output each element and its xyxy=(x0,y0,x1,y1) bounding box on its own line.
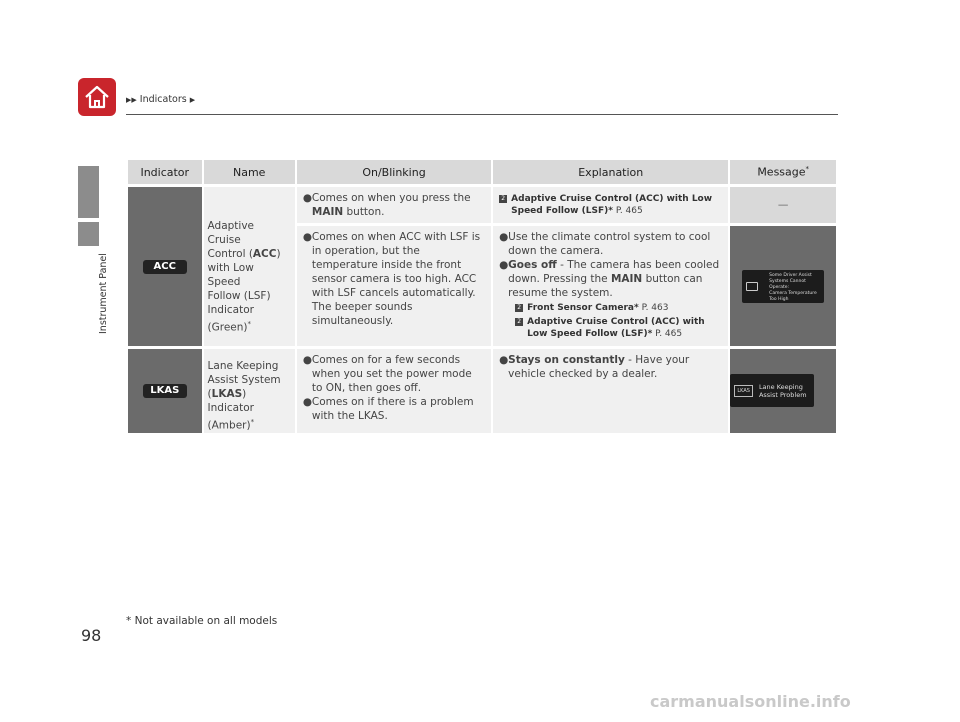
camera-icon xyxy=(746,282,758,291)
reference-arrow-icon: 2 xyxy=(499,195,507,203)
acc-name-cell: Adaptive Cruise Control (ACC) with Low Speed Follow (LSF) Indicator (Green)* xyxy=(204,187,295,346)
breadcrumb xyxy=(126,94,195,105)
lkas-indicator-icon: LKAS xyxy=(143,384,187,398)
home-button[interactable] xyxy=(78,78,116,116)
breadcrumb-arrow-icon: ▶ xyxy=(189,95,196,104)
bullet-icon: ● xyxy=(499,354,509,366)
header-name: Name xyxy=(204,160,295,184)
lkas-message-cell xyxy=(730,349,836,433)
acc-message-cell-1: — xyxy=(730,187,836,223)
acc-explanation-cell-2: ● Use the climate control system to cool down the camera. ● Goes off - The camera has been cooled down. Pressing the MAIN button can resume the system. 2 Front Sensor Camera* P. 463 2 Adaptive Cruise Control (ACC) with Low Speed Follow (LSF)* P. 465 xyxy=(493,226,728,346)
bullet-icon: ● xyxy=(302,354,313,366)
header-indicator: Indicator xyxy=(128,160,202,184)
bullet-icon: ● xyxy=(302,192,313,204)
bullet-icon: ● xyxy=(499,259,509,271)
message-display: Some Driver Assist Systems Cannot Operate: Camera Temperature Too High xyxy=(742,270,824,303)
lkas-chip: LKAS xyxy=(734,385,753,397)
header-explanation: Explanation xyxy=(493,160,728,184)
lkas-explanation-cell: ● Stays on constantly - Have your vehicle checked by a dealer. xyxy=(493,349,728,433)
acc-message-cell-2 xyxy=(730,226,836,346)
header-message: Message* xyxy=(730,160,836,184)
bullet-icon: ● xyxy=(302,231,313,243)
side-tab-block xyxy=(78,166,99,218)
reference-link[interactable]: 2 Front Sensor Camera* P. 463 xyxy=(515,302,722,314)
table-header-row xyxy=(128,160,836,184)
header-on-blinking: On/Blinking xyxy=(297,160,491,184)
acc-on-cell-2: ● Comes on when ACC with LSF is in operation, but the temperature inside the front sensor camera is too high. ACC with LSF cancels automatically. The beeper sounds simultaneously. xyxy=(297,226,491,346)
bullet-icon: ● xyxy=(302,396,313,408)
table-row-acc-1 xyxy=(128,187,836,223)
reference-arrow-icon: 2 xyxy=(515,318,523,326)
lkas-on-cell: ● Comes on for a few seconds when you set the power mode to ON, then goes off. ● Comes on if there is a problem with the LKAS. xyxy=(297,349,491,433)
breadcrumb-item-indicators[interactable]: Indicators xyxy=(139,94,187,105)
reference-arrow-icon: 2 xyxy=(515,304,523,312)
reference-link[interactable]: 2 Adaptive Cruise Control (ACC) with Low Speed Follow (LSF)* P. 465 xyxy=(515,316,722,340)
watermark: carmanualsonline.info xyxy=(650,692,851,711)
footnote: * Not available on all models xyxy=(126,615,278,627)
message-display: LKAS Lane Keeping Assist Problem xyxy=(730,374,814,407)
acc-indicator-icon: ACC xyxy=(143,260,187,274)
home-icon xyxy=(82,82,112,112)
lkas-name-cell: Lane Keeping Assist System (LKAS) Indicator (Amber)* xyxy=(204,349,295,433)
bullet-icon: ● xyxy=(499,231,509,243)
side-section-label: Instrument Panel xyxy=(98,253,109,334)
header-divider xyxy=(126,114,838,115)
lkas-indicator-cell xyxy=(128,349,202,433)
breadcrumb-arrow-icon: ▶▶ xyxy=(126,95,137,104)
reference-link[interactable]: 2 Adaptive Cruise Control (ACC) with Low Speed Follow (LSF)* P. 465 xyxy=(499,193,722,217)
acc-explanation-cell-1 xyxy=(493,187,728,223)
acc-on-cell-1: ● Comes on when you press the MAIN button. xyxy=(297,187,491,223)
acc-indicator-cell xyxy=(128,187,202,346)
side-tab-block xyxy=(78,222,99,246)
page-number: 98 xyxy=(81,626,102,645)
indicator-table xyxy=(126,157,838,436)
table-row-lkas xyxy=(128,349,836,433)
